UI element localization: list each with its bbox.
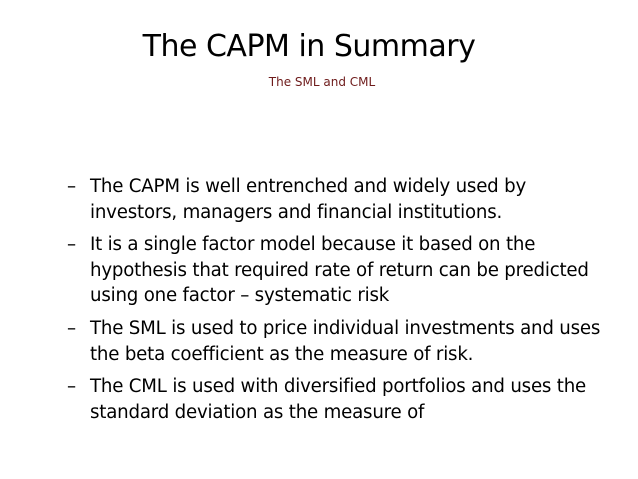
bullet-text: The CAPM is well entrenched and widely used by investors, managers and financial institutions. xyxy=(90,176,527,223)
bullet-list xyxy=(67,174,612,432)
bullet-text: The CML is used with diversified portfolios and uses the standard deviation as the measure of xyxy=(90,376,587,423)
bullet-text: It is a single factor model because it based on the hypothesis that required rate of return can be predicted using one factor – systematic risk xyxy=(90,234,589,307)
bullet-item xyxy=(67,232,612,309)
bullet-text: The SML is used to price individual investments and uses the beta coefficient as the measure of risk. xyxy=(90,317,601,365)
bullet-marker: – xyxy=(67,376,76,398)
bullet-item xyxy=(67,316,612,367)
bullet-marker: – xyxy=(67,176,76,197)
slide-subtitle: The SML and CML xyxy=(268,75,376,89)
bullet-marker: – xyxy=(67,317,76,339)
bullet-marker: – xyxy=(67,234,76,256)
bullet-item xyxy=(67,374,612,425)
slide-title: The CAPM in Summary xyxy=(142,29,476,64)
bullet-item xyxy=(67,174,612,225)
